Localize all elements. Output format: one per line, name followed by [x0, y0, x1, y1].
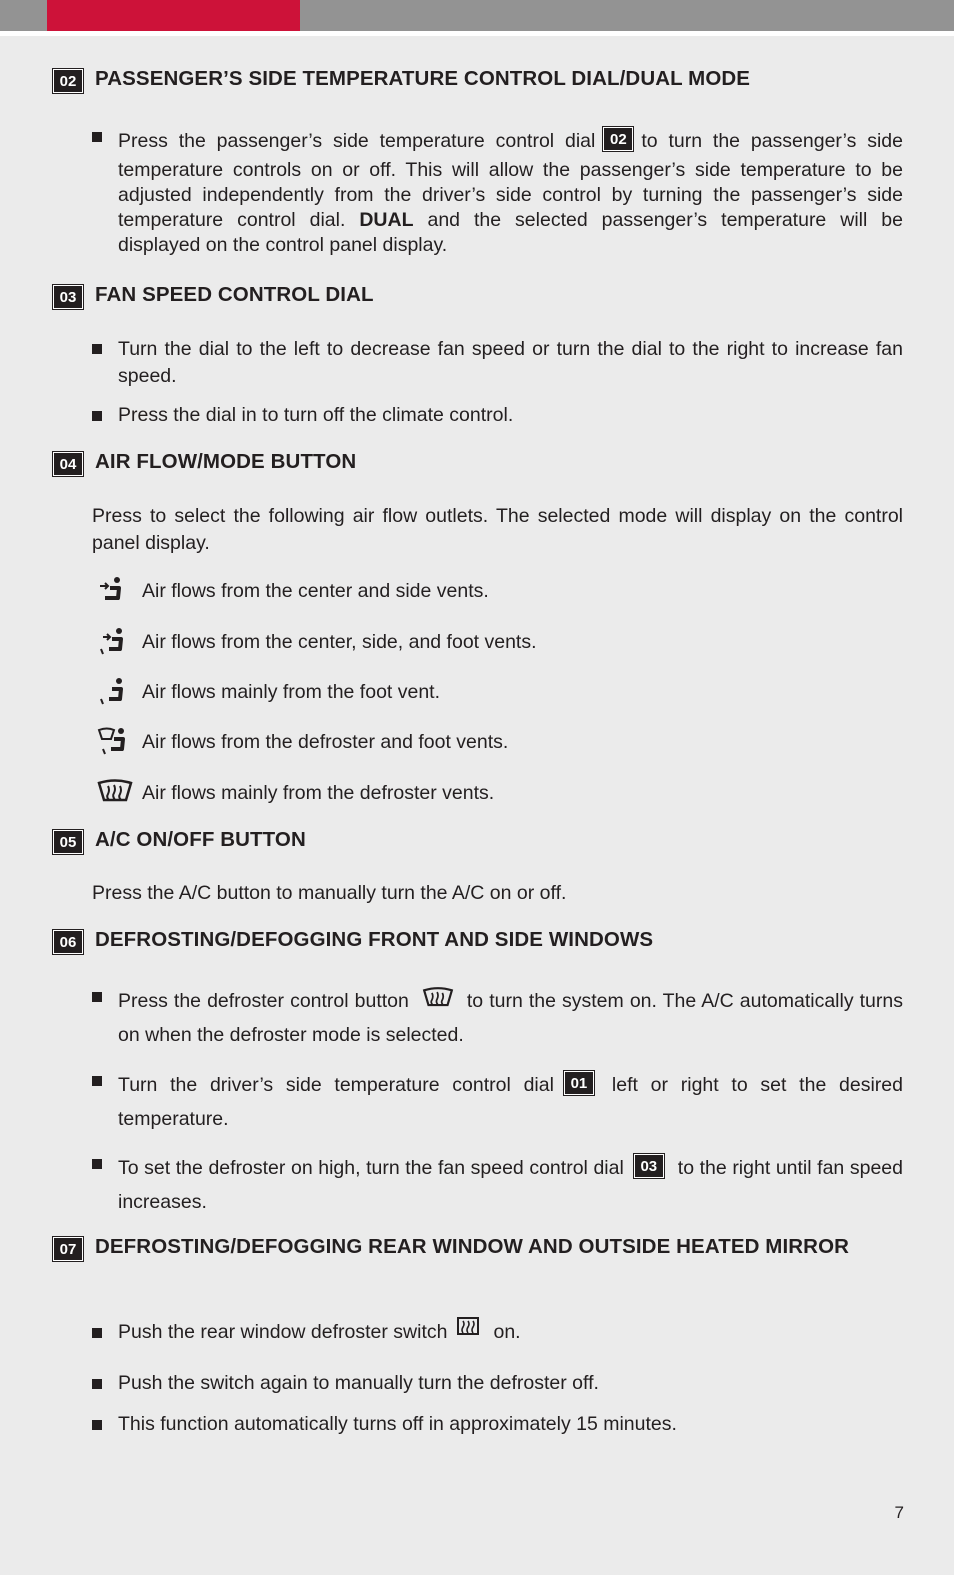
inline-tag-02: 02: [603, 127, 633, 151]
mode-row-1: [97, 576, 489, 606]
mode-row-4: [97, 727, 508, 757]
section-03-tag: 03: [53, 285, 83, 309]
mode-text: Air flows mainly from the defroster vents.: [142, 781, 495, 804]
mode-row-2: [97, 627, 537, 657]
mode-text: Air flows from the defroster and foot vents.: [142, 730, 509, 753]
bullet-square: [92, 344, 102, 354]
section-03-heading: [53, 284, 835, 312]
bullet-square: [92, 132, 102, 142]
bullet-text: to the right until fan speed increases.: [118, 1157, 903, 1213]
bullet-text: Press the passenger’s side temperature control dial: [118, 130, 596, 152]
defroster-icon: [421, 986, 455, 1012]
bullet-square: [92, 1159, 102, 1169]
bullet-square: [92, 1379, 102, 1389]
section-06-bullet-1: [92, 984, 903, 1052]
mode-text: Air flows mainly from the foot vent.: [142, 680, 441, 703]
section-04-intro: Press to select the following air flow outlets. The selected mode will display on the control panel display.: [92, 505, 903, 554]
bullet-text: Turn the driver’s side temperature control dial: [118, 1074, 554, 1096]
bullet-square: [92, 1420, 102, 1430]
section-02-heading: [53, 68, 835, 96]
section-03-title: FAN SPEED CONTROL DIAL: [95, 283, 374, 306]
bullet-text: to turn the system on. The A/C automatically turns on when the defroster mode is selected.: [118, 990, 903, 1046]
mode-text: Air flows from the center and side vents.: [142, 579, 489, 602]
section-06-tag: 06: [53, 930, 83, 954]
section-04-title: AIR FLOW/MODE BUTTON: [95, 450, 357, 473]
inline-tag-01: 01: [564, 1071, 594, 1095]
bullet-text: and the selected passenger’s temperature will be displayed on the control panel display.: [118, 209, 903, 256]
bullet-text: Press the defroster control button: [118, 990, 409, 1012]
bullet-text: To set the defroster on high, turn the fan speed control dial: [118, 1157, 624, 1179]
section-06-title: DEFROSTING/DEFOGGING FRONT AND SIDE WINDOWS: [95, 928, 654, 951]
bullet-text: Push the switch again to manually turn the defroster off.: [118, 1372, 599, 1394]
section-05-tag: 05: [53, 830, 83, 854]
section-02-title: PASSENGER’S SIDE TEMPERATURE CONTROL DIAL/DUAL MODE: [95, 67, 751, 90]
vent-defrost-foot-icon: [97, 727, 133, 757]
header-divider: [0, 31, 954, 36]
section-04-tag: 04: [53, 452, 83, 476]
bullet-text: Push the rear window defroster switch: [118, 1321, 448, 1343]
header-bar: [0, 0, 954, 31]
section-07-heading: [53, 1236, 855, 1264]
vent-face-icon: [97, 576, 133, 606]
defroster-icon: [97, 778, 133, 808]
dual-label: DUAL: [359, 209, 414, 231]
bullet-text: Turn the dial to the left to decrease fan speed or turn the dial to the right to increase fan speed.: [118, 338, 903, 387]
inline-tag-03: 03: [634, 1154, 664, 1178]
section-02-bullet-1: [92, 124, 903, 258]
section-06-bullet-3: [92, 1151, 903, 1219]
section-06-bullet-2: [92, 1068, 903, 1136]
section-05-text: Press the A/C button to manually turn the A/C on or off.: [92, 882, 567, 904]
section-06-heading: [53, 929, 835, 957]
vent-foot-icon: [97, 677, 133, 707]
section-07-title: DEFROSTING/DEFOGGING REAR WINDOW AND OUTSIDE HEATED MIRROR: [95, 1235, 850, 1258]
bullet-square: [92, 1328, 102, 1338]
section-03-bullet-2: [92, 403, 903, 428]
mode-row-5: [97, 778, 494, 808]
section-04-heading: [53, 451, 835, 479]
bullet-text: to turn the passenger’s side temperature controls on or off. This will allow the passenger’s side temperature to be adjusted independently from the driver’s side control by turning the passenger’s side temperature control dial.: [118, 130, 903, 231]
section-05-heading: [53, 829, 835, 857]
page-number: 7: [894, 1503, 904, 1522]
bullet-square: [92, 411, 102, 421]
bullet-square: [92, 1076, 102, 1086]
mode-row-3: [97, 677, 440, 707]
section-03-bullet-1: [92, 336, 903, 390]
bullet-text: This function automatically turns off in approximately 15 minutes.: [118, 1413, 677, 1435]
section-07-tag: 07: [53, 1237, 83, 1261]
rear-defroster-icon: [457, 1317, 479, 1337]
section-07-bullet-2: [92, 1371, 903, 1396]
bullet-square: [92, 992, 102, 1002]
header-accent: [47, 0, 300, 31]
vent-bilevel-icon: [97, 627, 133, 657]
section-07-bullet-1: [92, 1320, 903, 1345]
bullet-text: Press the dial in to turn off the climate control.: [118, 404, 514, 426]
section-07-bullet-3: [92, 1412, 903, 1437]
section-02-tag: 02: [53, 69, 83, 93]
section-05-title: A/C ON/OFF BUTTON: [95, 828, 306, 851]
mode-text: Air flows from the center, side, and foot vents.: [142, 630, 537, 653]
bullet-text: left or right to set the desired temperature.: [118, 1074, 903, 1130]
bullet-text: on.: [493, 1321, 521, 1343]
